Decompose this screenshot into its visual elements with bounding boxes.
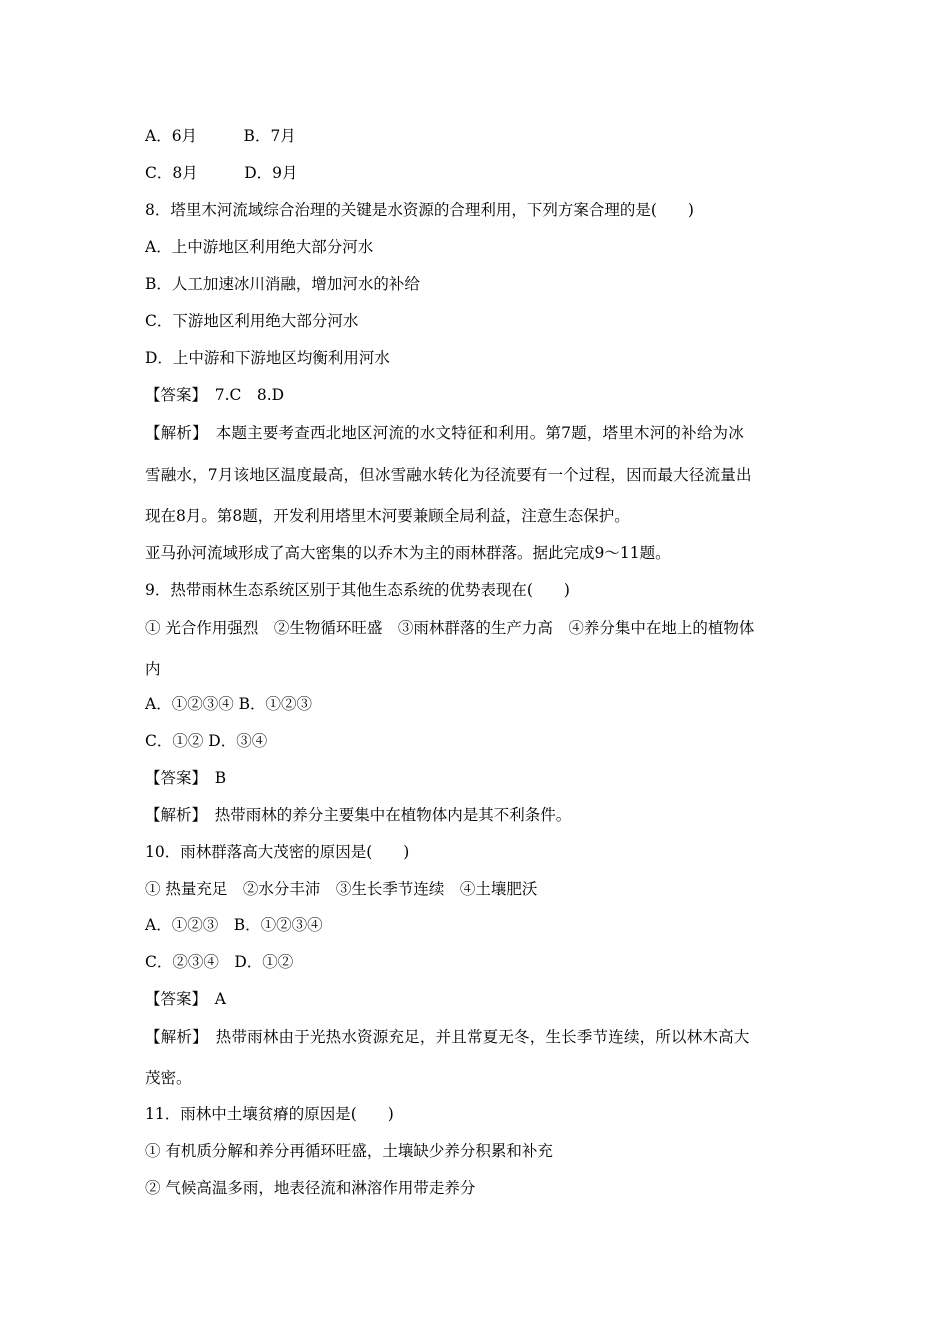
- question-9: 9．热带雨林生态系统区别于其他生态系统的优势表现在( ): [145, 581, 570, 599]
- question-10-statements: ① 热量充足 ②水分丰沛 ③生长季节连续 ④土壤肥沃: [145, 880, 538, 898]
- question-11-statement-2: ② 气候高温多雨，地表径流和淋溶作用带走养分: [145, 1179, 476, 1197]
- answer-q7-q8: 【答案】 7.C 8.D: [145, 386, 285, 404]
- answer-q9: 【答案】 B: [145, 769, 227, 787]
- option-line-q10-cd: C．②③④ D．①②: [145, 953, 294, 971]
- question-11: 11．雨林中土壤贫瘠的原因是( ): [145, 1105, 394, 1123]
- analysis-q7-q8-line-1: 【解析】 本题主要考查西北地区河流的水文特征和利用。第7题，塔里木河的补给为冰: [145, 424, 744, 442]
- option-line-q9-ab: A．①②③④ B．①②③: [145, 695, 313, 713]
- analysis-q7-q8-line-3: 现在8月。第8题，开发利用塔里木河要兼顾全局利益，注意生态保护。: [145, 507, 630, 525]
- option-line-q7-ab: A．6月 B．7月: [145, 127, 296, 145]
- option-q8-d: D．上中游和下游地区均衡利用河水: [145, 349, 390, 367]
- question-11-statement-1: ① 有机质分解和养分再循环旺盛，土壤缺少养分积累和补充: [145, 1142, 553, 1160]
- option-q8-b: B．人工加速冰川消融，增加河水的补给: [145, 275, 420, 293]
- option-q8-c: C．下游地区利用绝大部分河水: [145, 312, 359, 330]
- question-9-statements-line-1: ① 光合作用强烈 ②生物循环旺盛 ③雨林群落的生产力高 ④养分集中在地上的植物体: [145, 619, 755, 637]
- question-10: 10．雨林群落高大茂密的原因是( ): [145, 843, 410, 861]
- question-9-statements-line-2: 内: [145, 660, 161, 678]
- option-line-q10-ab: A．①②③ B．①②③④: [145, 916, 323, 934]
- answer-q10: 【答案】 A: [145, 990, 226, 1008]
- question-8: 8．塔里木河流域综合治理的关键是水资源的合理利用，下列方案合理的是( ): [145, 201, 694, 219]
- analysis-q10-line-2: 茂密。: [145, 1069, 192, 1087]
- option-line-q9-cd: C．①② D．③④: [145, 732, 268, 750]
- analysis-q9: 【解析】 热带雨林的养分主要集中在植物体内是其不利条件。: [145, 806, 572, 824]
- option-line-q7-cd: C．8月 D．9月: [145, 164, 298, 182]
- analysis-q10-line-1: 【解析】 热带雨林由于光热水资源充足，并且常夏无冬，生长季节连续，所以林木高大: [145, 1028, 750, 1046]
- analysis-q7-q8-line-2: 雪融水，7月该地区温度最高，但冰雪融水转化为径流要有一个过程，因而最大径流量出: [145, 466, 752, 484]
- passage-amazon: 亚马孙河流域形成了高大密集的以乔木为主的雨林群落。据此完成9～11题。: [145, 544, 671, 562]
- option-q8-a: A．上中游地区利用绝大部分河水: [145, 238, 374, 256]
